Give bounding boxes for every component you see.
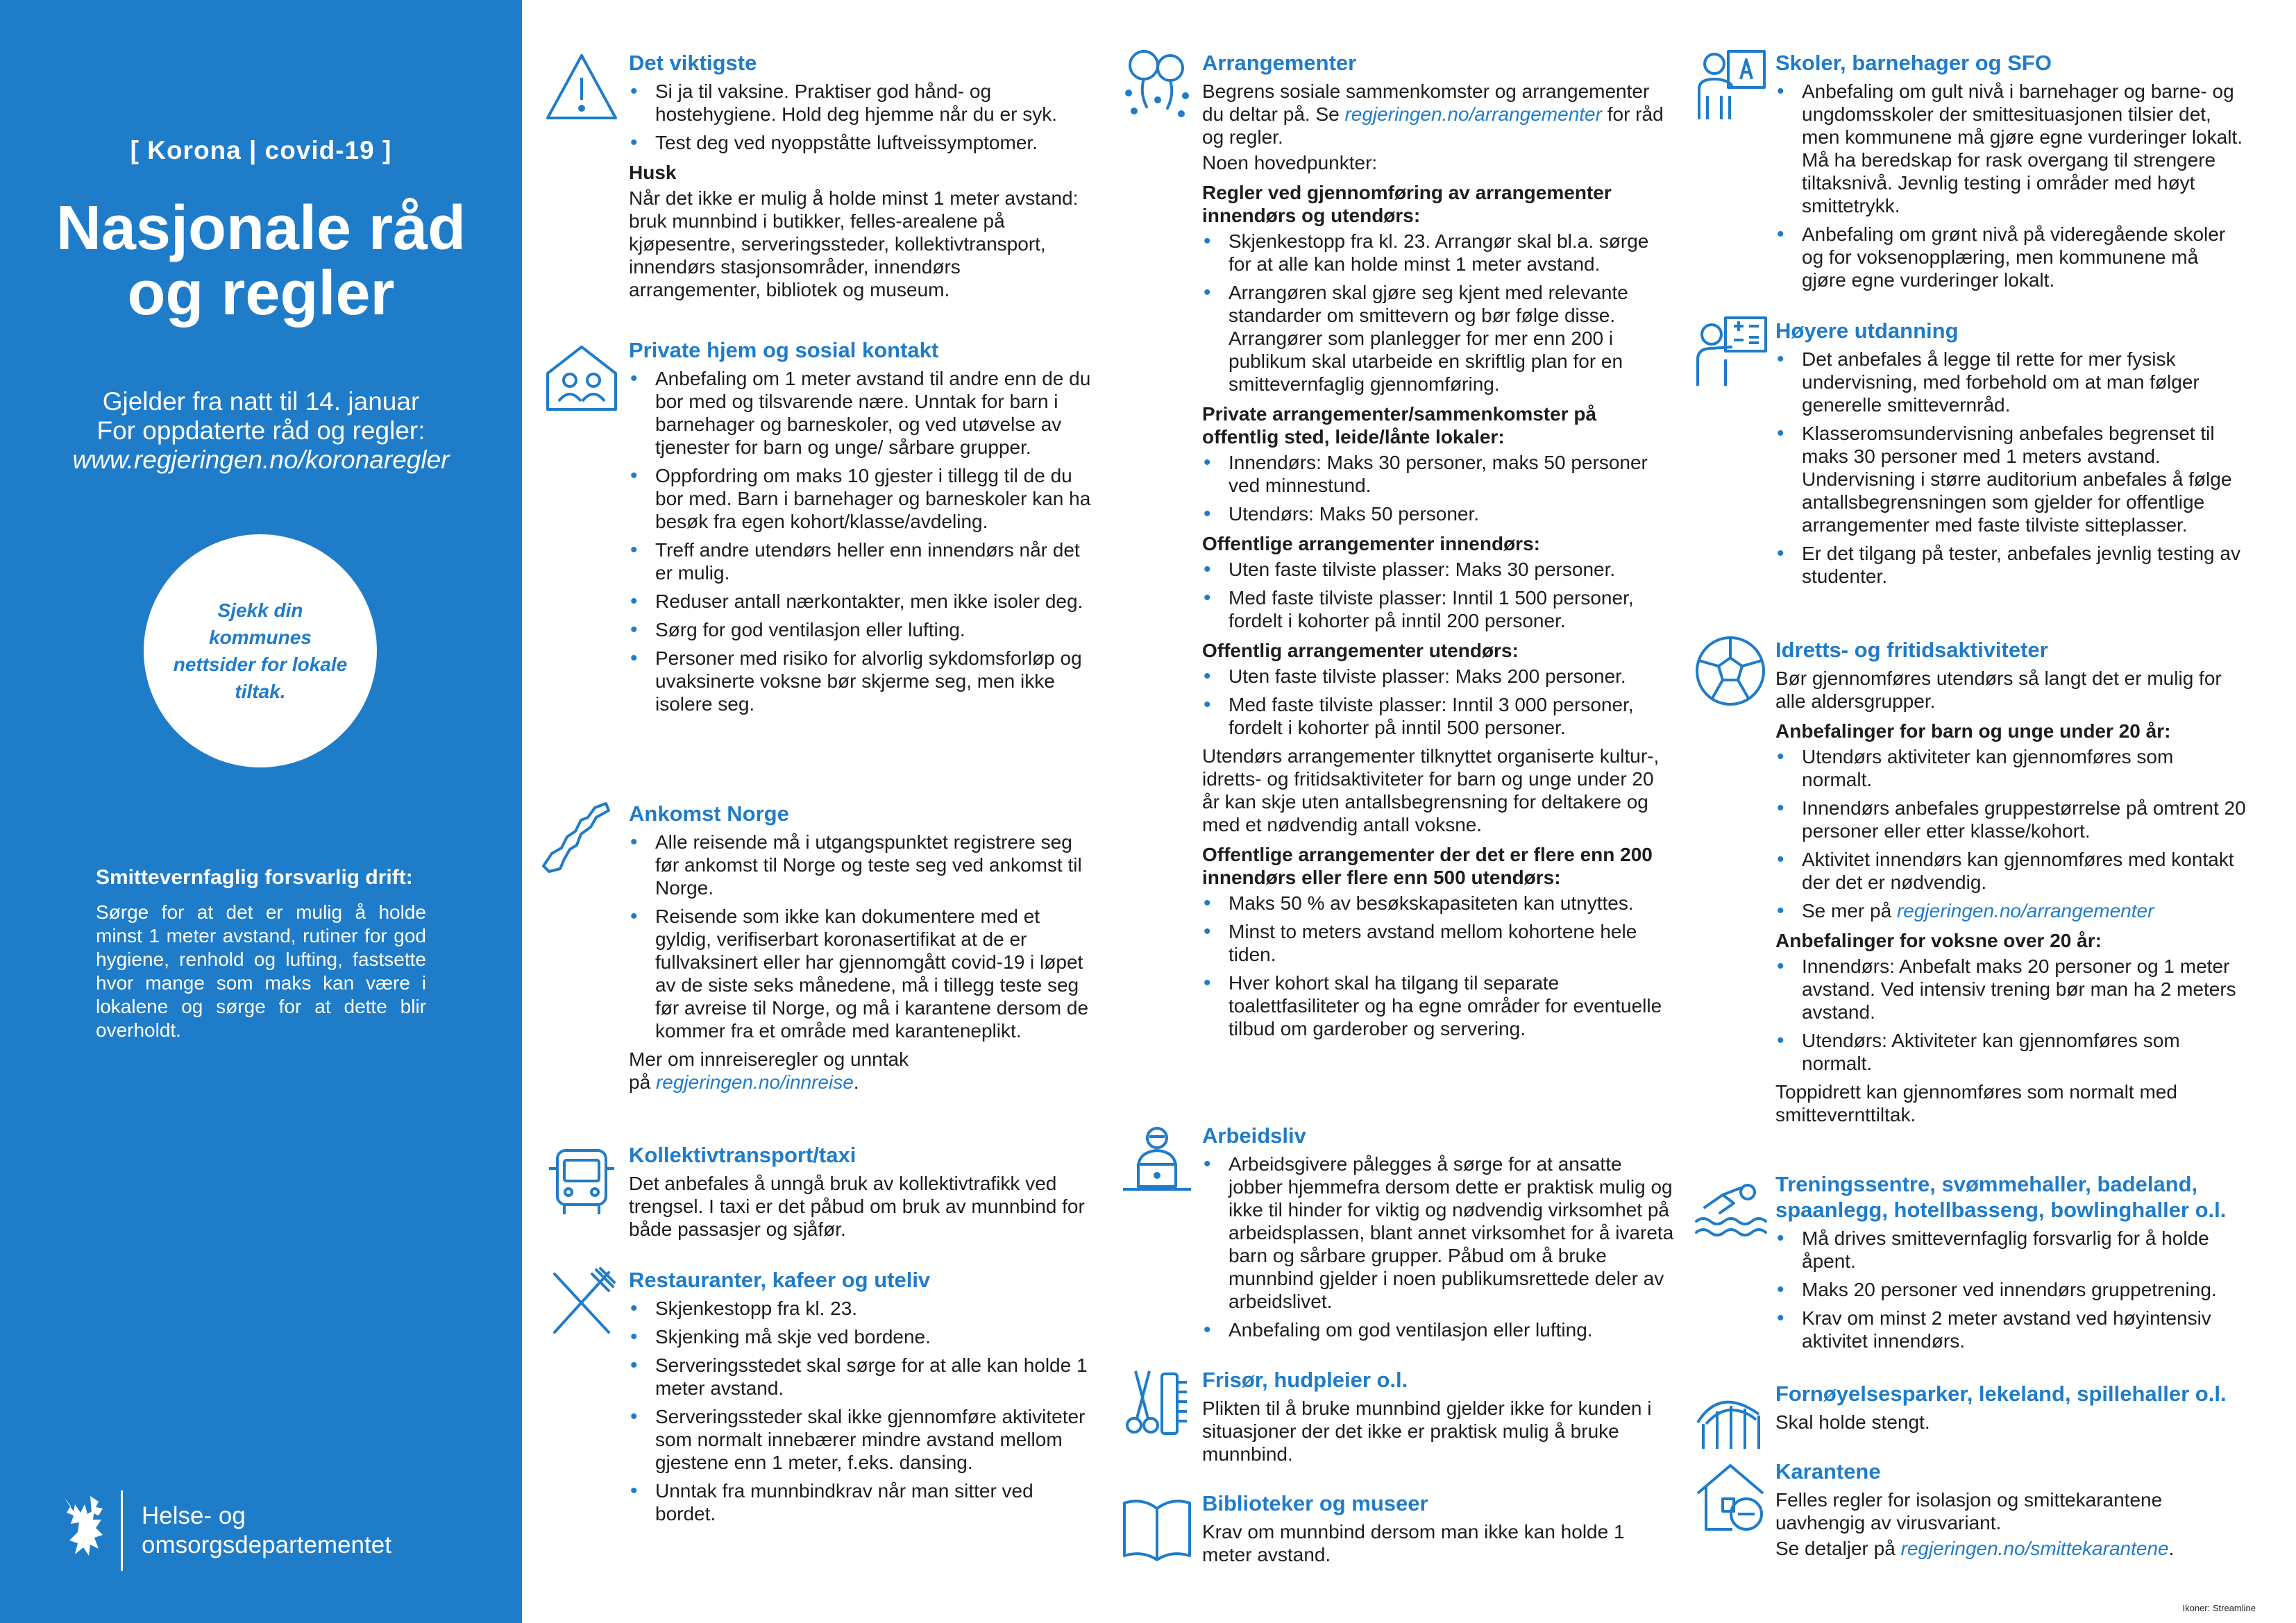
list-item: • Sørg for god ventilasjon eller lufting. bbox=[629, 618, 1092, 641]
ankomst-more-pa: på bbox=[629, 1071, 651, 1093]
list-item: • Treff andre utendørs heller enn innendørs når det er mulig. bbox=[629, 538, 1092, 584]
coat-of-arms-lion-icon bbox=[50, 1492, 112, 1561]
idrett-arrangementer-link[interactable]: regjeringen.no/arrangementer bbox=[1896, 900, 2154, 921]
regler-heading: Regler ved gjennomføring av arrangementer innendørs og utendørs: bbox=[1202, 182, 1612, 226]
local-measures-text: Sjekk din kommunes nettsider for lokale tiltak. bbox=[173, 600, 348, 702]
toppidrett-text: Toppidrett kan gjennomføres som normalt med smittevernttiltak. bbox=[1775, 1081, 2177, 1125]
section-ankomst bbox=[629, 801, 1092, 1096]
list-item: • Anbefaling om 1 meter avstand til andre enn de du bor med og tilsvarende nære. Unntak for barn i barnehager og barneskoler, og ved utøvelse av tjenester for barn og unge/ sårbare grupper. bbox=[629, 367, 1092, 459]
list-item: • Skjenkestopp fra kl. 23. bbox=[629, 1297, 1092, 1320]
bus-icon bbox=[543, 1144, 620, 1220]
list-item: • Aktivitet innendørs kan gjennomføres med kontakt der det er nødvendig. bbox=[1775, 848, 2247, 894]
off-ute-list bbox=[1202, 665, 1674, 739]
se-mer-text: Se mer på bbox=[1802, 900, 1892, 921]
list-item: • Må drives smittevernfaglig forsvarlig for å holde åpent. bbox=[1775, 1227, 2247, 1273]
list-item: • Utendørs: Aktiviteter kan gjennomføres som normalt. bbox=[1775, 1029, 2247, 1075]
teacher-math-icon bbox=[1692, 314, 1769, 390]
voksne-list bbox=[1775, 955, 2247, 1075]
private-arr-heading: Private arrangementer/sammenkomster på offentlig sted, leide/lånte lokaler: bbox=[1202, 403, 1597, 448]
section-hoyere-utdanning bbox=[1775, 318, 2247, 593]
section-arbeidsliv bbox=[1202, 1123, 1674, 1347]
innreise-link[interactable]: regjeringen.no/innreise bbox=[655, 1071, 854, 1093]
list-item: • Skjenkestopp fra kl. 23. Arrangør skal bl.a. sørge for at alle kan holde minst 1 meter avstand. bbox=[1202, 230, 1674, 275]
section-frisor bbox=[1202, 1367, 1674, 1468]
list-item: • Arrangøren skal gjøre seg kjent med relevante standarder om smittevern og bør følge disse. Arrangører som planlegger for mer enn 200 i publikum skal utarbeide en skriftlig plan for en smittevernfaglig gjennomføring. bbox=[1202, 281, 1674, 396]
frisor-text: Plikten til å bruke munnbind gjelder ikke for kunden i situasjoner der det ikke er praktisk mulig å bruke munnbind. bbox=[1202, 1397, 1652, 1465]
section-skoler bbox=[1775, 50, 2247, 297]
list-item: • Er det tilgang på tester, anbefales jevnlig testing av studenter. bbox=[1775, 542, 2247, 588]
section-kollektiv bbox=[629, 1142, 1092, 1243]
regler-list bbox=[1202, 230, 1674, 396]
hairdresser-icon bbox=[1119, 1364, 1195, 1441]
ankomst-title: Ankomst Norge bbox=[629, 801, 789, 826]
list-item: • Reisende som ikke kan dokumentere med et gyldig, verifiserbart koronasertifikat at de er fullvaksinert eller har gjennomgått covid-19 i løpet av de siste seks månedene, må i tillegg teste seg før avreise til Norge, og må i karantene dersom de kommer fra et område med karanteneplikt. bbox=[629, 905, 1092, 1042]
student-board-icon bbox=[1692, 47, 1769, 124]
hoyere-list bbox=[1775, 348, 2247, 588]
restauranter-list bbox=[629, 1297, 1092, 1525]
valid-date: Gjelder fra natt til 14. januar bbox=[102, 387, 420, 416]
list-item: • Krav om minst 2 meter avstand ved høyintensiv aktivitet innendørs. bbox=[1775, 1307, 2247, 1352]
cutlery-icon bbox=[543, 1263, 620, 1339]
husk-heading: Husk bbox=[629, 162, 677, 183]
off-inne-heading: Offentlige arrangementer innendørs: bbox=[1202, 533, 1540, 554]
list-item: • Det anbefales å legge til rette for mer fysisk undervisning, med forbehold om at man følger generelle smittevernråd. bbox=[1775, 348, 2247, 416]
skoler-list bbox=[1775, 80, 2247, 291]
ankomst-more-text: Mer om innreiseregler og unntak bbox=[629, 1048, 909, 1070]
flere-list bbox=[1202, 892, 1674, 1040]
list-item: • Uten faste tilviste plasser: Maks 200 personer. bbox=[1202, 665, 1674, 688]
section-bibliotek bbox=[1202, 1490, 1674, 1569]
frisor-title: Frisør, hudpleier o.l. bbox=[1202, 1368, 1408, 1392]
arrangementer-hovedpunkter: Noen hovedpunkter: bbox=[1202, 152, 1378, 173]
viktigste-title: Det viktigste bbox=[629, 51, 757, 75]
skoler-title: Skoler, barnehager og SFO bbox=[1775, 51, 2052, 75]
list-item: • Reduser antall nærkontakter, men ikke isoler deg. bbox=[629, 590, 1092, 613]
trening-title: Treningssentre, svømmehaller, badeland, spaanlegg, hotellbasseng, bowlinghaller o.l. bbox=[1775, 1172, 2227, 1222]
idrett-intro: Bør gjennomføres utendørs så langt det er mulig for alle aldersgrupper. bbox=[1775, 668, 2222, 712]
list-item: • Innendørs: Anbefalt maks 20 personer og 1 meter avstand. Ved intensiv trening bør man ha 2 meters avstand. bbox=[1775, 955, 2247, 1023]
arrangementer-intro-end: for råd og regler. bbox=[1202, 103, 1664, 148]
validity-info bbox=[0, 387, 522, 475]
karantene-se bbox=[1775, 1537, 2247, 1560]
dept-line-1: Helse- og bbox=[142, 1502, 246, 1529]
arrangementer-title: Arrangementer bbox=[1202, 51, 1357, 75]
balloons-icon bbox=[1119, 44, 1195, 121]
list-item: • Serveringssteder skal ikke gjennomføre aktiviteter som normalt innebærer mindre avstand mellom gjestene enn 1 meter, f.eks. dansing. bbox=[629, 1405, 1092, 1474]
list-item: • Anbefaling om god ventilasjon eller lufting. bbox=[1202, 1318, 1674, 1341]
title-line-2: og regler bbox=[127, 259, 395, 328]
list-item: • Uten faste tilviste plasser: Maks 30 personer. bbox=[1202, 558, 1674, 581]
local-measures-badge bbox=[144, 534, 377, 767]
list-item: • Minst to meters avstand mellom kohortene hele tiden. bbox=[1202, 920, 1674, 966]
list-item bbox=[1775, 899, 2247, 922]
laptop-worker-icon bbox=[1119, 1123, 1195, 1199]
norway-map-icon bbox=[537, 799, 613, 876]
list-item: • Arbeidsgivere pålegges å sørge for at ansatte jobber hjemmefra dersom dette er praktisk mulig og ikke til hinder for viktig og nødvendig virksomhet på arbeidsplassen, blant annet virksomhet for å ivareta barn og sårbare grupper. Påbud om å bruke munnbind gjelder i noen publikumsrettede deler av arbeidslivet. bbox=[1202, 1153, 1674, 1313]
open-book-icon bbox=[1119, 1490, 1195, 1567]
list-item: • Anbefaling om gult nivå i barnehager og barne- og ungdomsskoler der smittesituasjonen tilsier det, men kommunene må gjøre egne vurderinger lokalt. Må ha beredskap for rask overgang til strengere tiltaksnivå. Jevnlig testing i områder med høyt smittetrykk. bbox=[1775, 80, 2247, 217]
arbeidsliv-list bbox=[1202, 1153, 1674, 1341]
list-item: • Anbefaling om grønt nivå på videregående skoler og for voksenopplæring, men kommunene må gjøre egne vurderinger lokalt. bbox=[1775, 223, 2247, 291]
list-item: • Innendørs anbefales gruppestørrelse på omtrent 20 personer eller etter klasse/kohort. bbox=[1775, 797, 2247, 842]
section-arrangementer bbox=[1202, 50, 1674, 1046]
karantene-se-end: . bbox=[2168, 1538, 2175, 1559]
list-item: • Personer med risiko for alvorlig sykdomsforløp og uvaksinerte voksne bør skjerme seg, men ikke isolere seg. bbox=[629, 647, 1092, 715]
list-item: • Hver kohort skal ha tilgang til separate toalettfasiliteter og ha egne områder for eventuelle tilbud om garderober og servering. bbox=[1202, 971, 1674, 1040]
viktigste-list bbox=[629, 80, 1092, 154]
list-item: • Alle reisende må i utgangspunktet registrere seg før ankomst til Norge og teste seg ved ankomst til Norge. bbox=[629, 831, 1092, 899]
valid-url-link[interactable]: www.regjeringen.no/koronaregler bbox=[72, 445, 450, 474]
kollektiv-title: Kollektivtransport/taxi bbox=[629, 1143, 856, 1167]
sidebar bbox=[0, 0, 522, 1623]
house-people-icon bbox=[543, 340, 620, 416]
voksne-heading: Anbefalinger for voksne over 20 år: bbox=[1775, 930, 2102, 951]
barn-heading: Anbefalinger for barn og unge under 20 år: bbox=[1775, 720, 2171, 742]
list-item: • Utendørs: Maks 50 personer. bbox=[1202, 502, 1674, 525]
private-arr-list bbox=[1202, 451, 1674, 525]
private-list bbox=[629, 367, 1092, 715]
list-item: • Med faste tilviste plasser: Inntil 3 000 personer, fordelt i kohorter på inntil 500 personer. bbox=[1202, 693, 1674, 739]
off-inne-list bbox=[1202, 558, 1674, 632]
husk-text: Når det ikke er mulig å holde minst 1 meter avstand: bruk munnbind i butikker, felles-arealene på kjøpesentre, serveringssteder, kollektivtransport, innendørs stasjonsområder, innendørs arrangementer, bibliotek og museum. bbox=[629, 187, 1079, 300]
smittekarantene-link[interactable]: regjeringen.no/smittekarantene bbox=[1900, 1538, 2169, 1559]
title-line-1: Nasjonale råd bbox=[56, 194, 466, 263]
utendors-text: Utendørs arrangementer tilknyttet organiserte kultur-, idretts- og fritidsaktiviteter for barn og unge under 20 år kan skje uten antallsbegrensning for deltakere og med et nødvendig antall voksne. bbox=[1202, 745, 1660, 835]
list-item: • Klasseromsundervisning anbefales begrenset til maks 30 personer med 1 meters avstand. Undervisning i større auditorium anbefales å følge antallsbegrensningen som gjelder for offentlige arrangementer med faste tilviste sitteplasser. bbox=[1775, 422, 2247, 536]
idrett-title: Idretts- og fritidsaktiviteter bbox=[1775, 638, 2048, 662]
fornoyelse-title: Fornøyelsesparker, lekeland, spillehaller o.l. bbox=[1775, 1382, 2227, 1406]
section-viktigste bbox=[629, 50, 1092, 304]
list-item: • Serveringsstedet skal sørge for at alle kan holde 1 meter avstand. bbox=[629, 1354, 1092, 1400]
house-quarantine-icon bbox=[1692, 1459, 1769, 1535]
flere-heading: Offentlige arrangementer der det er flere enn 200 innendørs eller flere enn 500 utendørs: bbox=[1202, 844, 1653, 888]
private-title: Private hjem og sosial kontakt bbox=[629, 338, 939, 362]
arrangementer-link[interactable]: regjeringen.no/arrangementer bbox=[1344, 103, 1602, 125]
restauranter-title: Restauranter, kafeer og uteliv bbox=[629, 1268, 931, 1292]
hoyere-title: Høyere utdanning bbox=[1775, 318, 1959, 343]
list-item: • Maks 50 % av besøkskapasiteten kan utnyttes. bbox=[1202, 892, 1674, 915]
dept-line-2: omsorgsdepartementet bbox=[142, 1531, 391, 1558]
barn-list bbox=[1775, 745, 2247, 922]
karantene-text: Felles regler for isolasjon og smittekarantene uavhengig av virusvariant. bbox=[1775, 1489, 2163, 1533]
list-item: • Test deg ved nyoppståtte luftveissymptomer. bbox=[629, 131, 1092, 154]
arbeidsliv-title: Arbeidsliv bbox=[1202, 1123, 1306, 1148]
list-item: • Si ja til vaksine. Praktiser god hånd- og hostehygiene. Hold deg hjemme når du er syk. bbox=[629, 80, 1092, 126]
bibliotek-text: Krav om munnbind dersom man ikke kan holde 1 meter avstand. bbox=[1202, 1521, 1625, 1565]
karantene-se-text: Se detaljer på bbox=[1775, 1538, 1896, 1559]
ankomst-more-end: . bbox=[853, 1071, 859, 1093]
section-trening bbox=[1775, 1171, 2247, 1358]
karantene-title: Karantene bbox=[1775, 1459, 1881, 1484]
section-restauranter bbox=[629, 1267, 1092, 1531]
drift-heading: Smittevernfaglig forsvarlig drift: bbox=[96, 866, 413, 889]
section-private bbox=[629, 337, 1092, 721]
list-item: • Med faste tilviste plasser: Inntil 1 500 personer, fordelt i kohorter på inntil 200 personer. bbox=[1202, 586, 1674, 632]
warning-icon bbox=[543, 50, 620, 126]
drift-text: Sørge for at det er mulig å holde minst 1 meter avstand, rutiner for god hygiene, renhold og lufting, fastsette hvor mange som maks kan være i lokalene og sørge for at dette blir overholdt. bbox=[96, 901, 426, 1041]
ankomst-more bbox=[629, 1048, 1092, 1094]
kollektiv-text: Det anbefales å unngå bruk av kollektivtrafikk ved trengsel. I taxi er det påbud om bruk av munnbind for både passasjer og sjåfør. bbox=[629, 1173, 1085, 1240]
logo-divider bbox=[121, 1490, 123, 1571]
list-item: • Skjenking må skje ved bordene. bbox=[629, 1325, 1092, 1348]
ankomst-list bbox=[629, 831, 1092, 1042]
icon-credit: Ikoner: Streamline bbox=[2182, 1603, 2256, 1613]
section-idrett bbox=[1775, 637, 2247, 1129]
section-karantene bbox=[1775, 1459, 2247, 1563]
valid-updates: For oppdaterte råd og regler: bbox=[96, 416, 425, 445]
list-item: • Utendørs aktiviteter kan gjennomføres som normalt. bbox=[1775, 745, 2247, 791]
list-item: • Maks 20 personer ved innendørs gruppetrening. bbox=[1775, 1278, 2247, 1301]
topic-tag: [ Korona | covid-19 ] bbox=[130, 136, 392, 164]
bibliotek-title: Biblioteker og museer bbox=[1202, 1491, 1428, 1515]
list-item: • Innendørs: Maks 30 personer, maks 50 personer ved minnestund. bbox=[1202, 451, 1674, 497]
swimmer-icon bbox=[1692, 1167, 1769, 1243]
list-item: • Unntak fra munnbindkrav når man sitter ved bordet. bbox=[629, 1479, 1092, 1525]
page-title bbox=[0, 196, 522, 326]
arrangementer-intro-text: Begrens sosiale sammenkomster og arrangementer du deltar på. Se bbox=[1202, 80, 1650, 125]
trening-list bbox=[1775, 1227, 2247, 1352]
department-name bbox=[142, 1502, 391, 1560]
soccer-ball-icon bbox=[1692, 633, 1769, 709]
section-fornoyelse bbox=[1775, 1381, 2247, 1436]
fornoyelse-text: Skal holde stengt. bbox=[1775, 1411, 1930, 1433]
carousel-icon bbox=[1692, 1379, 1769, 1456]
arrangementer-intro bbox=[1202, 80, 1674, 148]
list-item: • Oppfordring om maks 10 gjester i tillegg til de du bor med. Barn i barnehager og barneskoler kan ha besøk fra egen kohort/klasse/avdeling. bbox=[629, 464, 1092, 533]
off-ute-heading: Offentlig arrangementer utendørs: bbox=[1202, 640, 1519, 661]
